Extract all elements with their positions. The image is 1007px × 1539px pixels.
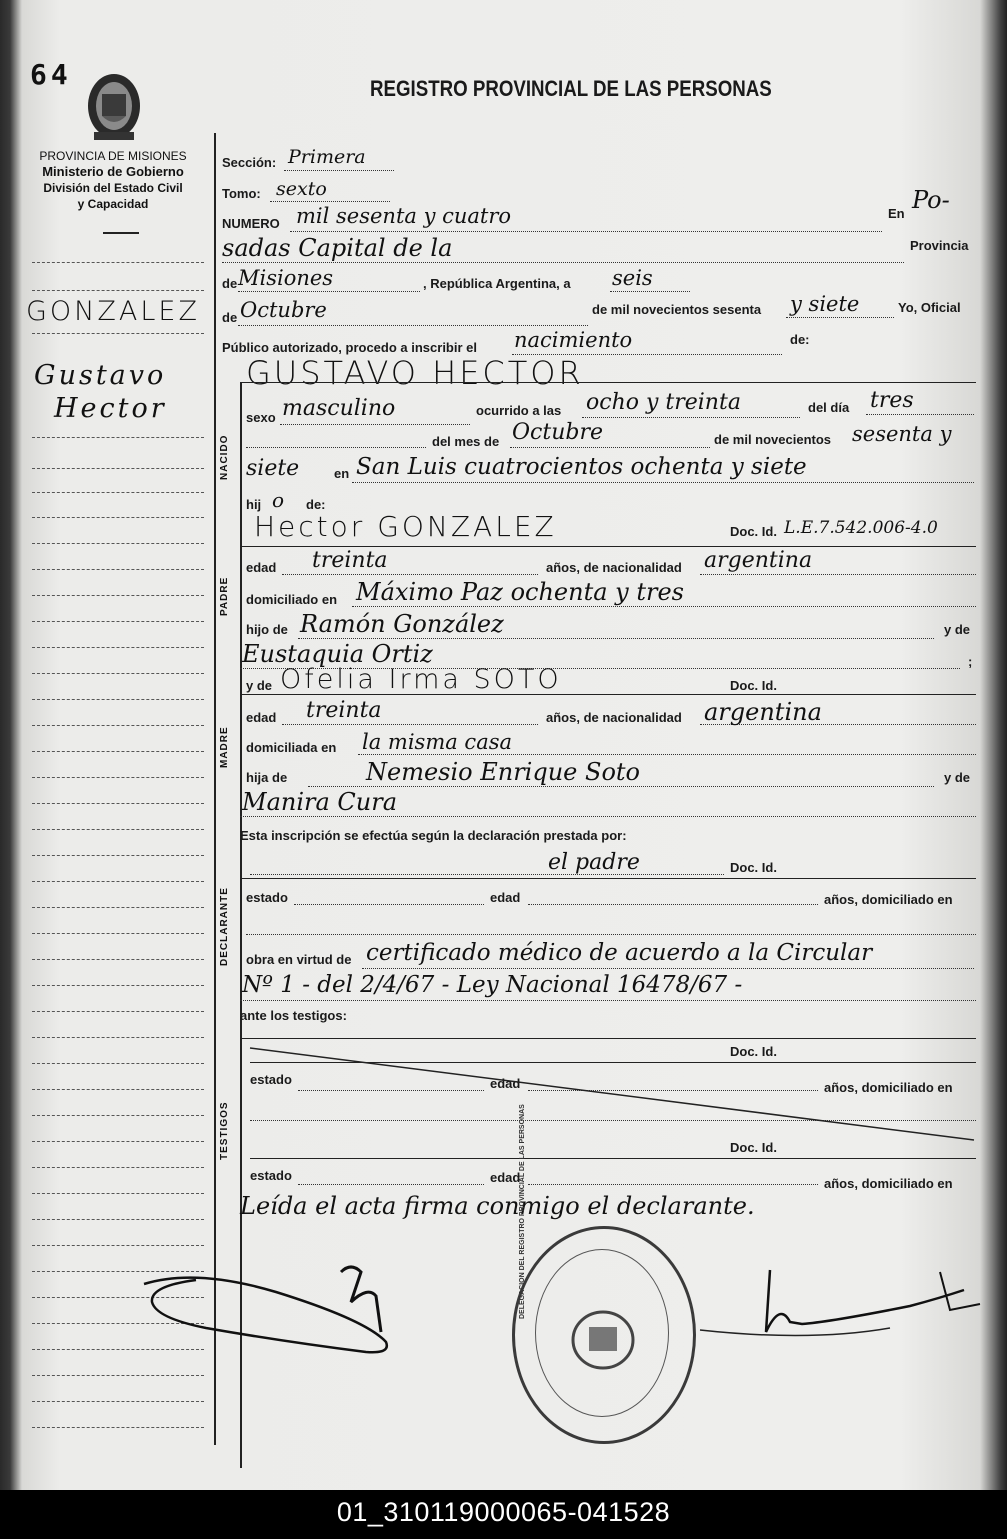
madre-y-de2-label: y de <box>944 770 971 785</box>
de-mil-label: de mil novecientos <box>714 432 832 447</box>
de-month-label: de <box>222 310 238 325</box>
city-value: sadas Capital de la <box>222 234 453 262</box>
madre-doc-label: Doc. Id. <box>730 678 777 693</box>
nacido-en-label: en <box>334 466 350 481</box>
hora-value: ocho y treinta <box>586 390 741 415</box>
madre-hija-de-value: Nemesio Enrique Soto <box>366 758 640 786</box>
issuer-line-ministry: Ministerio de Gobierno <box>42 164 184 179</box>
padre-hijo-de-value: Ramón González <box>300 610 504 638</box>
lugar-value: San Luis cuatrocientos ochenta y siete <box>356 454 807 480</box>
madre-edad-value: treinta <box>306 698 382 723</box>
padre-doc-label: Doc. Id. <box>730 524 777 539</box>
province-value: Misiones <box>238 266 334 290</box>
declarante-obra-label: obra en virtud de <box>246 952 352 967</box>
seccion-label: Sección: <box>222 155 277 170</box>
month-value: Octubre <box>240 298 327 322</box>
issuer-line-capacity: y Capacidad <box>77 197 149 211</box>
publico-label: Público autorizado, procedo a inscribir el <box>222 340 477 355</box>
seccion-value: Primera <box>288 146 366 168</box>
sexo-label: sexo <box>246 410 276 425</box>
madre-hija-de-label: hija de <box>246 770 288 785</box>
en-value: Po- <box>912 186 950 214</box>
provincia-label: Provincia <box>910 238 969 253</box>
anio-value-b: siete <box>246 456 300 481</box>
declarante-obra-value: certificado médico de acuerdo a la Circular <box>366 940 873 966</box>
dia-value: tres <box>870 388 914 413</box>
testigo1-doc-label: Doc. Id. <box>730 1044 777 1059</box>
column-divider <box>214 133 216 1445</box>
del-dia-label: del día <box>808 400 850 415</box>
madre-madre-nombre: Manira Cura <box>242 788 398 816</box>
sexo-value: masculino <box>282 396 396 421</box>
declarante-signature-icon <box>136 1262 436 1382</box>
padre-y-de-label: y de <box>944 622 971 637</box>
testigo2-edad-label: edad <box>490 1170 521 1185</box>
testigo2-doc-label: Doc. Id. <box>730 1140 777 1155</box>
margin-given-name-2: Hector <box>54 393 167 424</box>
hijo-de-label: de: <box>306 497 326 512</box>
official-stamp <box>512 1104 696 1444</box>
ocurrido-label: ocurrido a las <box>476 403 562 418</box>
year-label: de mil novecientos sesenta <box>592 302 762 317</box>
registrant-name: GUSTAVO HECTOR <box>246 354 584 392</box>
coat-of-arms-icon <box>80 68 148 144</box>
padre-hijo-de-label: hijo de <box>246 622 288 637</box>
padre-doc-value: L.E.7.542.006-4.0 <box>784 518 938 538</box>
folio-number: 64 <box>30 58 72 91</box>
madre-domicilio-label: domiciliada en <box>246 740 337 755</box>
margin-given-name-1: Gustavo <box>34 360 167 391</box>
del-mes-label: del mes de <box>432 434 500 449</box>
de-label: de <box>222 276 238 291</box>
declarante-anios-label: años, domiciliado en <box>824 892 953 907</box>
hijo-label: hij <box>246 497 262 512</box>
document-id: 01_310119000065-041528 <box>336 1497 671 1527</box>
testigo1-anios-label: años, domiciliado en <box>824 1080 953 1095</box>
oficial-signature-icon <box>690 1262 990 1372</box>
madre-domicilio-value: la misma casa <box>362 730 513 754</box>
issuer-line-division: División del Estado Civil <box>43 181 183 195</box>
numero-value: mil sesenta y cuatro <box>296 204 512 228</box>
padre-edad-value: treinta <box>312 548 388 573</box>
stamp-emblem-icon <box>563 1305 643 1375</box>
madre-y-de-label: y de <box>246 678 273 693</box>
acto-value: nacimiento <box>514 328 633 352</box>
madre-nac-label: años, de nacionalidad <box>546 710 682 725</box>
padre-nac-value: argentina <box>704 548 813 573</box>
de2-label: de: <box>790 332 810 347</box>
section-tag-nacido: NACIDO <box>219 434 230 480</box>
testigo1-estado-label: estado <box>250 1072 292 1087</box>
declarante-estado-label: estado <box>246 890 288 905</box>
year-value: y siete <box>790 292 860 316</box>
issuer-block <box>0 148 226 212</box>
republica-label: , República Argentina, a <box>423 276 571 291</box>
issuer-line-province: PROVINCIA DE MISIONES <box>39 149 187 163</box>
madre-nombre: Ofelia Irma SOTO <box>280 664 562 695</box>
anio-value-a: sesenta y <box>852 422 952 446</box>
testigo1-edad-label: edad <box>490 1076 521 1091</box>
padre-semicolon: ; <box>968 654 973 669</box>
day-value: seis <box>612 266 653 290</box>
numero-label: NUMERO <box>222 216 280 231</box>
page-title: REGISTRO PROVINCIAL DE LAS PERSONAS <box>370 76 772 101</box>
declarante-nombre: el padre <box>548 850 640 875</box>
testigos-intro: ante los testigos: <box>240 1008 347 1023</box>
padre-nombre: Hector GONZALEZ <box>254 510 557 543</box>
strike-through-line <box>244 1040 980 1150</box>
divider <box>103 232 139 234</box>
section-tag-testigos: TESTIGOS <box>219 1101 230 1160</box>
declarante-intro: Esta inscripción se efectúa según la declaración prestada por: <box>240 828 627 843</box>
padre-edad-label: edad <box>246 560 277 575</box>
hijo-value: o <box>272 488 285 512</box>
mes-value: Octubre <box>512 420 603 445</box>
padre-domicilio-label: domiciliado en <box>246 592 338 607</box>
declarante-doc-label: Doc. Id. <box>730 860 777 875</box>
padre-nac-label: años, de nacionalidad <box>546 560 682 575</box>
section-tag-padre: PADRE <box>219 576 230 616</box>
section-tag-madre: MADRE <box>219 726 230 768</box>
padre-madre-nombre: Eustaquia Ortiz <box>242 640 433 668</box>
padre-domicilio-value: Máximo Paz ochenta y tres <box>356 578 684 606</box>
tomo-label: Tomo: <box>222 186 261 201</box>
madre-edad-label: edad <box>246 710 277 725</box>
declarante-edad-label: edad <box>490 890 521 905</box>
testigo2-estado-label: estado <box>250 1168 292 1183</box>
stamp-text: DELEGACION DEL REGISTRO PROVINCIAL DE LAS PERSONAS <box>519 1104 526 1319</box>
en-label: En <box>888 206 905 221</box>
madre-nac-value: argentina <box>704 698 822 726</box>
tomo-value: sexto <box>276 178 327 200</box>
testigo2-anios-label: años, domiciliado en <box>824 1176 953 1191</box>
oficial-label: Yo, Oficial <box>898 300 961 315</box>
closing-statement: Leída el acta firma conmigo el declarante. <box>240 1192 755 1220</box>
margin-surname: GONZALEZ <box>26 296 200 327</box>
declarante-obra-value-2: Nº 1 - del 2/4/67 - Ley Nacional 16478/67 - <box>242 972 743 998</box>
section-tag-declarante: DECLARANTE <box>219 887 230 966</box>
